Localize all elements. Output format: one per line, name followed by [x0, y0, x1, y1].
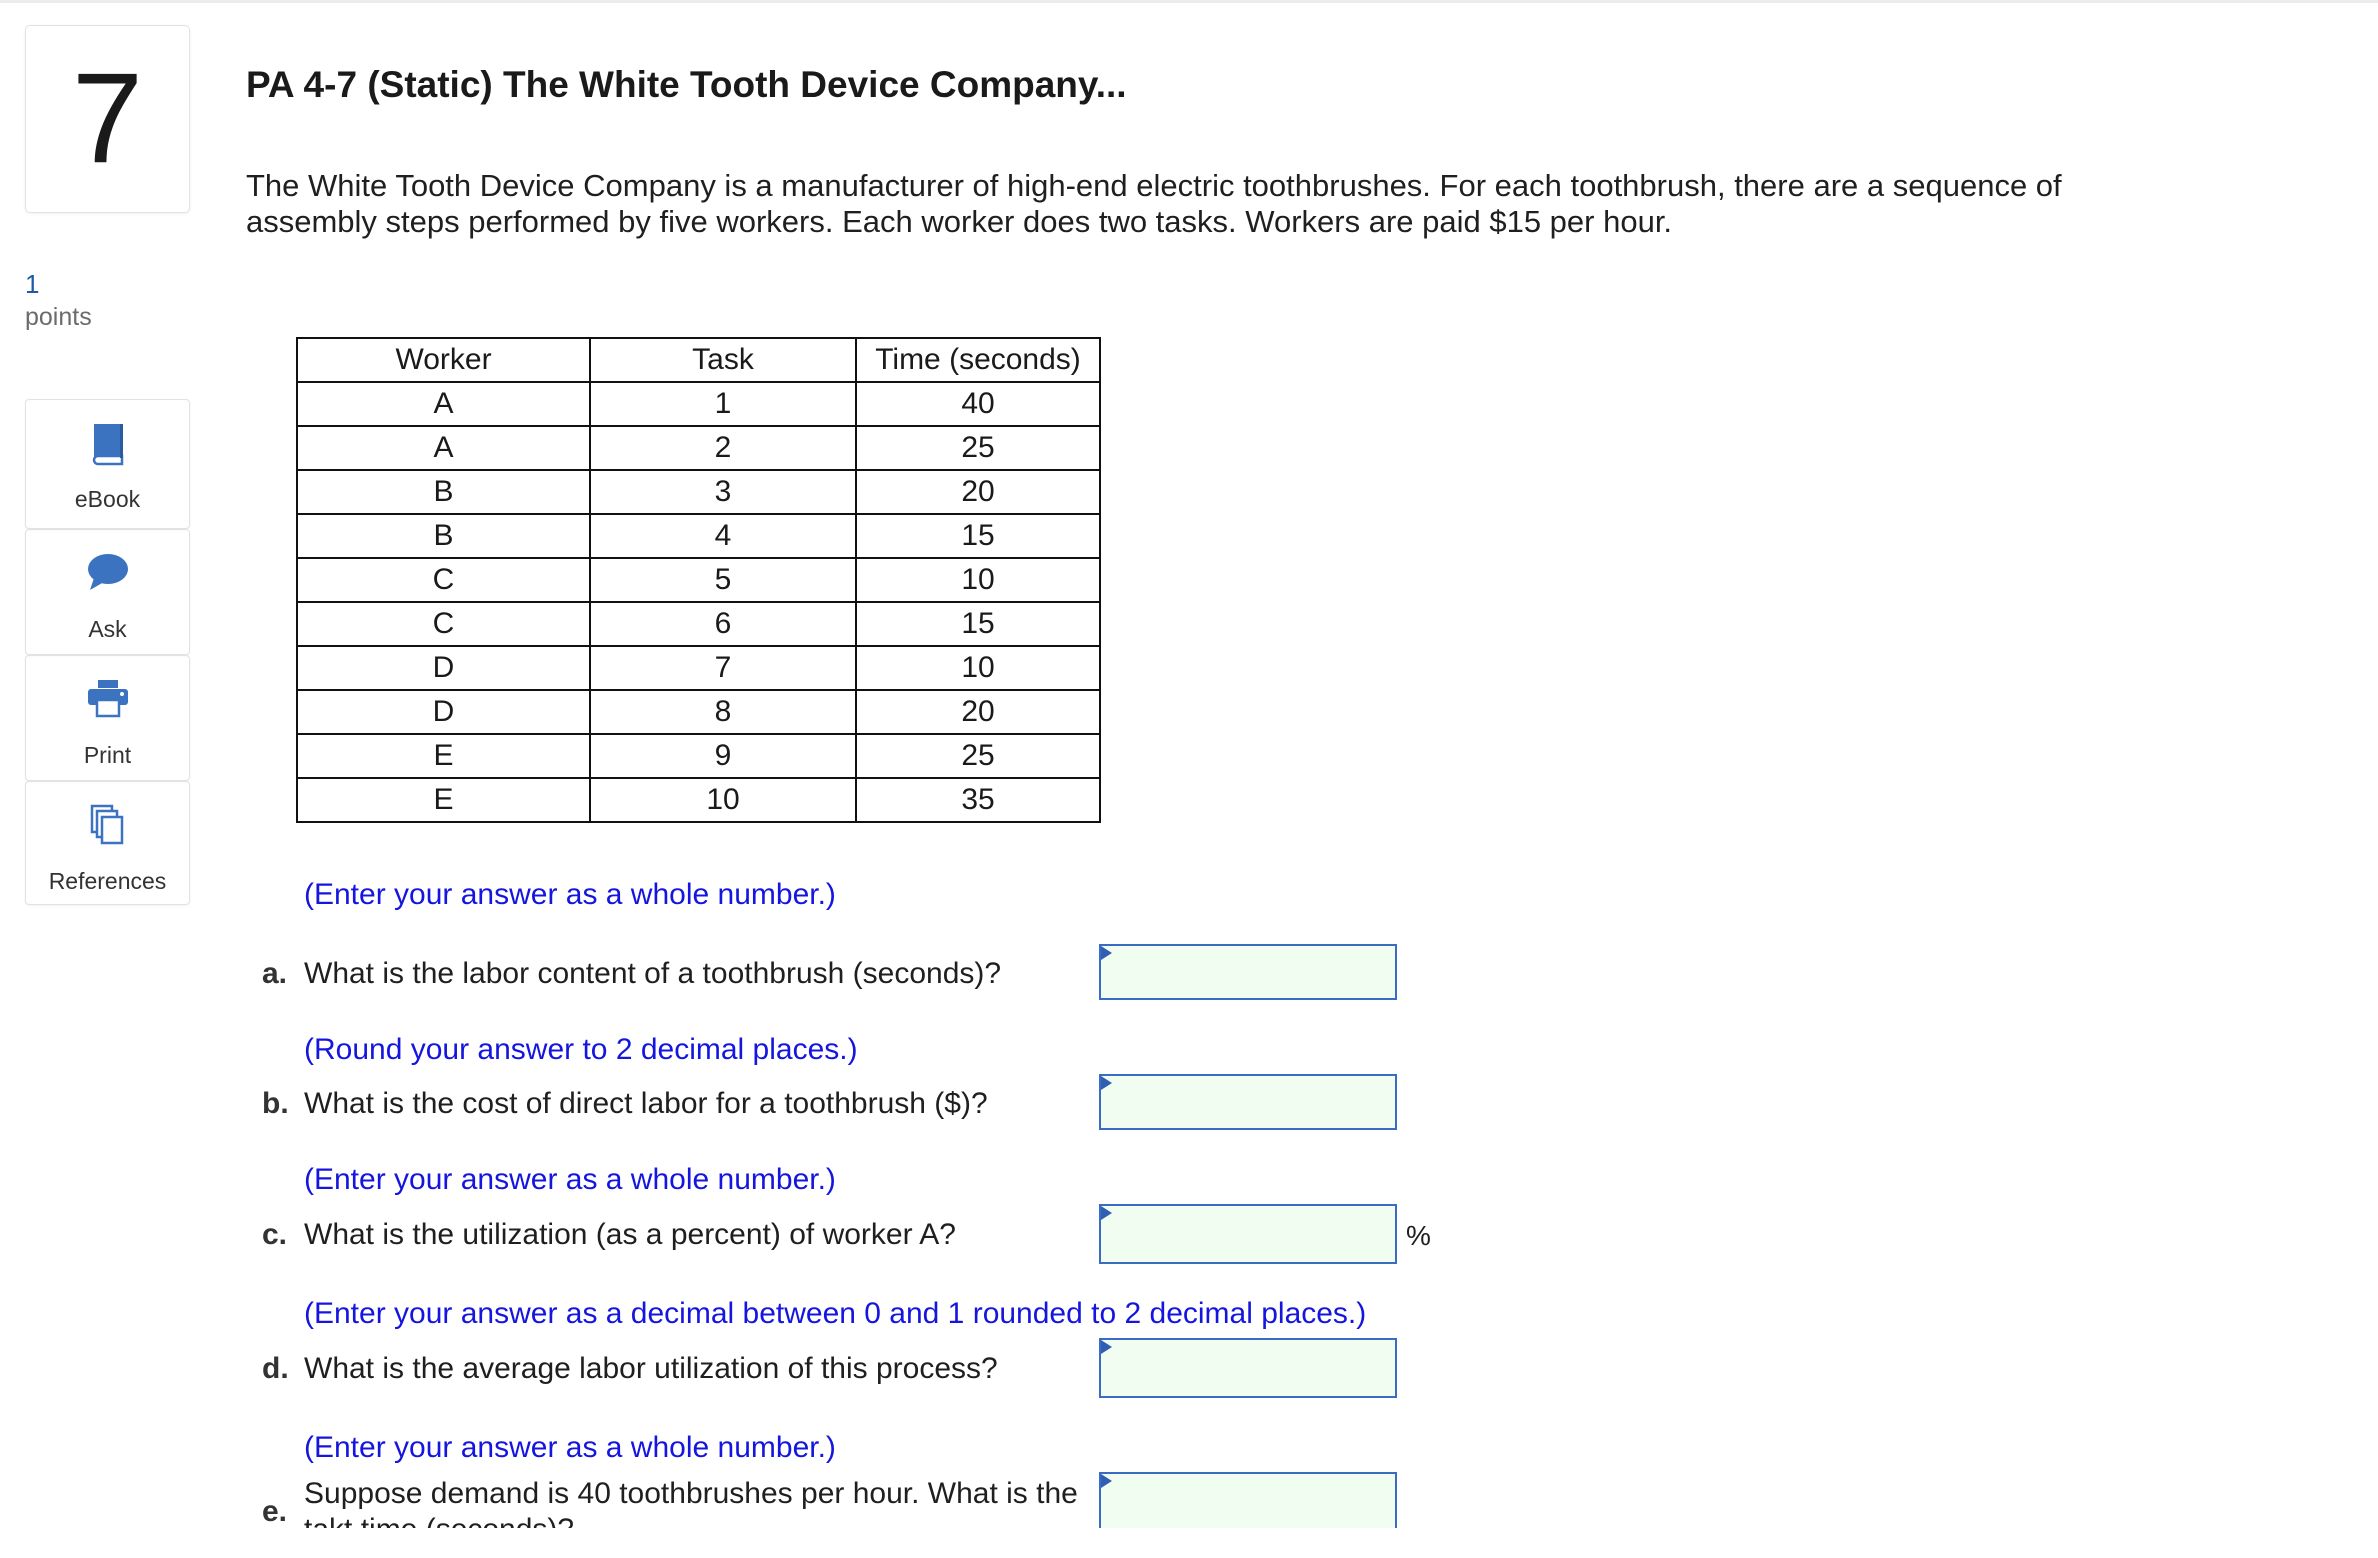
part-b-letter: b. — [262, 1087, 289, 1120]
top-divider — [0, 0, 2378, 3]
table-row — [297, 514, 1100, 558]
part-d-question: What is the average labor utilization of this process? — [304, 1352, 998, 1385]
table-header-row — [297, 338, 1100, 382]
table-row — [297, 602, 1100, 646]
table-row — [297, 558, 1100, 602]
input-flag-icon — [1101, 1076, 1112, 1090]
book-icon — [88, 422, 128, 466]
input-flag-icon — [1101, 1206, 1112, 1220]
part-e-answer-input[interactable] — [1099, 1472, 1397, 1532]
time-cell: 10 — [856, 646, 1100, 690]
points-label: points — [25, 303, 92, 331]
worker-cell: D — [297, 646, 590, 690]
part-a-question: What is the labor content of a toothbrush (seconds)? — [304, 957, 1002, 990]
worker-cell: B — [297, 470, 590, 514]
ask-button[interactable] — [25, 529, 190, 655]
table-header: Task — [590, 338, 856, 382]
ebook-button[interactable] — [25, 399, 190, 529]
table-header: Worker — [297, 338, 590, 382]
part-a-answer-input[interactable] — [1099, 944, 1397, 1000]
table-row — [297, 382, 1100, 426]
part-b-answer-input[interactable] — [1099, 1074, 1397, 1130]
question-number: 7 — [25, 25, 190, 213]
input-flag-icon — [1101, 1340, 1112, 1354]
part-c-hint: (Enter your answer as a whole number.) — [304, 1163, 836, 1196]
table-row — [297, 646, 1100, 690]
part-a-hint: (Enter your answer as a whole number.) — [304, 878, 836, 911]
time-cell: 25 — [856, 734, 1100, 778]
part-e-letter: e. — [262, 1495, 288, 1528]
table-row — [297, 426, 1100, 470]
task-cell: 7 — [590, 646, 856, 690]
task-cell: 3 — [590, 470, 856, 514]
task-cell: 10 — [590, 778, 856, 822]
documents-icon — [88, 804, 128, 846]
part-e-hint: (Enter your answer as a whole number.) — [304, 1431, 836, 1464]
time-cell: 35 — [856, 778, 1100, 822]
input-flag-icon — [1101, 946, 1112, 960]
table-row — [297, 690, 1100, 734]
table-header: Time (seconds) — [856, 338, 1100, 382]
task-cell: 1 — [590, 382, 856, 426]
question-intro: The White Tooth Device Company is a manufacturer of high-end electric toothbrushes. For each toothbrush, there are a sequence of assembly steps performed by five workers. Each worker does two tasks. Workers are paid $15 per hour. — [246, 168, 2062, 239]
worker-cell: A — [297, 382, 590, 426]
percent-unit: % — [1406, 1220, 1431, 1251]
ebook-label: eBook — [74, 486, 141, 512]
part-c-answer-input[interactable] — [1099, 1204, 1397, 1264]
part-c-letter: c. — [262, 1218, 288, 1251]
worker-cell: B — [297, 514, 590, 558]
references-label: References — [48, 868, 167, 894]
time-cell: 40 — [856, 382, 1100, 426]
table-row — [297, 734, 1100, 778]
worker-cell: C — [297, 558, 590, 602]
viewport-bottom-edge — [0, 1528, 2378, 1558]
worker-cell: D — [297, 690, 590, 734]
task-cell: 8 — [590, 690, 856, 734]
time-cell: 20 — [856, 470, 1100, 514]
worker-cell: A — [297, 426, 590, 470]
part-e-question-line1: Suppose demand is 40 toothbrushes per hour. What is the — [304, 1477, 1078, 1510]
part-b-question: What is the cost of direct labor for a toothbrush ($)? — [304, 1087, 988, 1120]
task-time-table — [296, 337, 1101, 823]
ask-label: Ask — [88, 616, 127, 642]
part-d-hint: (Enter your answer as a decimal between 0 and 1 rounded to 2 decimal places.) — [304, 1297, 1367, 1330]
print-label: Print — [83, 742, 132, 768]
part-d-letter: d. — [262, 1352, 289, 1385]
part-a-letter: a. — [262, 957, 288, 990]
time-cell: 25 — [856, 426, 1100, 470]
task-cell: 6 — [590, 602, 856, 646]
task-cell: 2 — [590, 426, 856, 470]
table-row — [297, 778, 1100, 822]
question-title: PA 4-7 (Static) The White Tooth Device Company... — [246, 64, 1127, 105]
input-flag-icon — [1101, 1474, 1112, 1488]
part-c-question: What is the utilization (as a percent) of worker A? — [304, 1218, 956, 1251]
task-cell: 5 — [590, 558, 856, 602]
time-cell: 10 — [856, 558, 1100, 602]
printer-icon — [86, 678, 130, 718]
print-button[interactable] — [25, 655, 190, 781]
worker-cell: C — [297, 602, 590, 646]
part-b-hint: (Round your answer to 2 decimal places.) — [304, 1033, 858, 1066]
part-d-answer-input[interactable] — [1099, 1338, 1397, 1398]
time-cell: 15 — [856, 514, 1100, 558]
time-cell: 20 — [856, 690, 1100, 734]
task-cell: 4 — [590, 514, 856, 558]
table-row — [297, 470, 1100, 514]
task-cell: 9 — [590, 734, 856, 778]
worker-cell: E — [297, 778, 590, 822]
time-cell: 15 — [856, 602, 1100, 646]
worker-cell: E — [297, 734, 590, 778]
references-button[interactable] — [25, 781, 190, 905]
speech-bubble-icon — [86, 552, 130, 592]
points-value: 1 — [25, 269, 40, 299]
